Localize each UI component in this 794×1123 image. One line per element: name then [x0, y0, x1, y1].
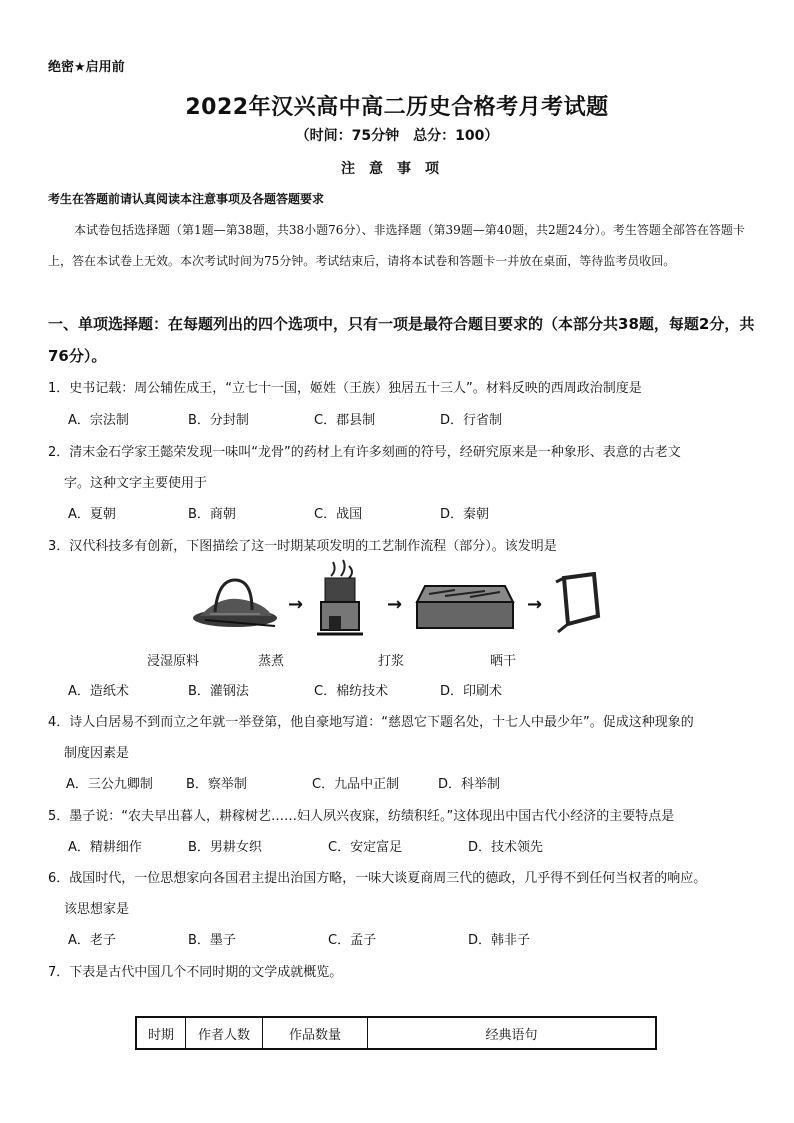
question-4-cont: 制度因素是 [64, 746, 130, 761]
question-7: 7．下表是古代中国几个不同时期的文学成就概览。 [48, 965, 343, 980]
page-title: 2022年汉兴高中高二历史合格考月考试题 [185, 95, 609, 120]
q1-option-d: D．行省制 [440, 413, 503, 428]
q4-option-c: C．九品中正制 [312, 777, 400, 792]
q4-option-b: B．察举制 [186, 777, 247, 792]
question-1: 1．史书记载：周公辅佐成王，“立七十一国，姬姓（王族）独居五十三人”。材料反映的西周政治制度是 [48, 381, 642, 396]
q4-option-a: A．三公九卿制 [66, 777, 153, 792]
table-header-authors: 作者人数 [186, 1017, 263, 1049]
secret-label: 绝密★启用前 [48, 60, 125, 75]
notice-heading: 注意事项 [341, 161, 453, 177]
process-step-3: 打浆 [378, 654, 405, 669]
q2-option-c: C．战国 [314, 507, 363, 522]
instructions-bold: 考生在答题前请认真阅读本注意事项及各题答题要求 [48, 192, 325, 206]
table-header-works: 作品数量 [263, 1017, 368, 1049]
q2-option-b: B．商朝 [188, 507, 236, 522]
question-5: 5．墨子说：“农夫早出暮人，耕稼树艺……妇人夙兴夜寐，纺绩积纴。”这体现出中国古代小经济的主要特点是 [48, 809, 675, 824]
question-3: 3．汉代科技多有创新，下图描绘了这一时期某项发明的工艺制作流程（部分）。该发明是 [48, 539, 557, 554]
question-2: 2．清末金石学家王懿荣发现一味叫“龙骨”的药材上有许多刻画的符号，经研究原来是一种象形、表意的古老文 [48, 445, 681, 460]
q1-option-a: A．宗法制 [68, 413, 129, 428]
q5-option-c: C．安定富足 [328, 840, 403, 855]
q3-option-a: A．造纸术 [68, 684, 129, 699]
process-step-4: 晒干 [490, 654, 517, 669]
question-6: 6．战国时代，一位思想家向各国君主提出治国方略，一味大谈夏商周三代的德政，几乎得不到任何当权者的响应。 [48, 871, 707, 886]
section-heading: 一、单项选择题：在每题列出的四个选项中，只有一项是最符合题目要求的（本部分共38题，每题2分，共76分）。 [48, 315, 755, 365]
q5-option-d: D．技术领先 [468, 840, 544, 855]
arrow-icon: → [288, 594, 304, 615]
arrow-icon: → [387, 594, 403, 615]
q4-option-d: D．科举制 [438, 777, 501, 792]
question-2-cont: 字。这种文字主要使用于 [64, 476, 208, 491]
process-step-2: 蒸煮 [258, 654, 285, 669]
pulping-vat-illustration [415, 582, 515, 634]
question-4: 4．诗人白居易不到而立之年就一举登第，他自豪地写道：“慈恩它下题名处，十七人中最少年”。促成这种现象的 [48, 715, 694, 730]
q1-option-b: B．分封制 [188, 413, 249, 428]
q2-option-a: A．夏朝 [68, 507, 116, 522]
soaking-materials-illustration [190, 570, 280, 630]
q3-option-b: B．灌钢法 [188, 684, 249, 699]
drying-frame-illustration [550, 572, 602, 634]
exam-subtitle: （时间：75分钟 总分：100） [295, 128, 499, 144]
q3-option-d: D．印刷术 [440, 684, 503, 699]
process-step-1: 浸湿原料 [147, 654, 200, 669]
q5-option-a: A．精耕细作 [68, 840, 142, 855]
steaming-pot-illustration [315, 558, 365, 638]
q6-option-b: B．墨子 [188, 933, 236, 948]
q6-option-c: C．孟子 [328, 933, 377, 948]
table-header-row [136, 1017, 656, 1049]
question-6-cont: 该思想家是 [64, 902, 130, 917]
q5-option-b: B．男耕女织 [188, 840, 262, 855]
table-header-quotes: 经典语句 [368, 1017, 657, 1049]
table-header-period: 时期 [136, 1017, 186, 1049]
q1-option-c: C．郡县制 [314, 413, 376, 428]
q2-option-d: D．秦朝 [440, 507, 490, 522]
arrow-icon: → [527, 594, 543, 615]
instructions-paragraph: 本试卷包括选择题（第1题—第38题，共38小题76分）、非选择题（第39题—第40题，共2题24分）。考生答题全部答在答题卡上，答在本试卷上无效。本次考试时间为75分钟。考试结束后，请将本试卷和答题卡一并放在桌面，等待监考员收回。 [48, 223, 745, 268]
q3-option-c: C．棉纺技术 [314, 684, 389, 699]
q6-option-a: A．老子 [68, 933, 116, 948]
literature-table [135, 1016, 657, 1050]
q6-option-d: D．韩非子 [468, 933, 531, 948]
